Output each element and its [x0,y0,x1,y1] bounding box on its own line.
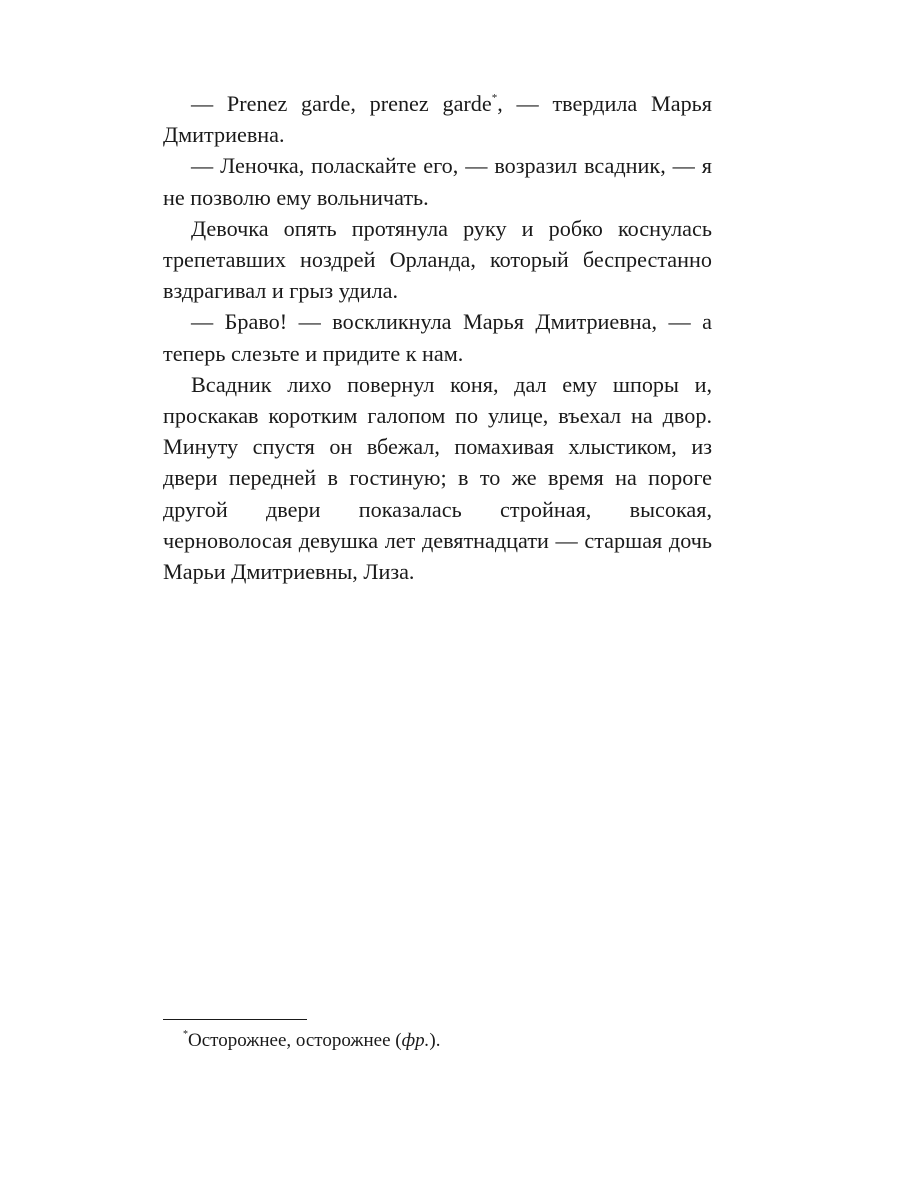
paragraph-2: — Леночка, поласкайте его, — возразил всадник, — я не позволю ему вольничать. [163,153,712,210]
paragraph-4: — Браво! — воскликнула Марья Дмитриевна, — а теперь слезьте и придите к нам. [163,309,712,366]
main-text [163,88,712,587]
footnote [183,1028,440,1054]
paragraph-1-text: — Prenez garde, prenez garde [191,91,492,116]
paragraph-1-text-end: , — твердила Марья Дмитриевна. [163,91,712,148]
footnote-close: ). [429,1030,441,1051]
footnote-mark: * [183,1028,188,1040]
footnote-language: фр. [401,1030,430,1051]
footnote-reference[interactable]: * [491,91,498,104]
paragraph-1 [163,88,712,150]
paragraph-5: Всадник лихо повернул коня, дал ему шпоры и, проскакав коротким галопом по улице, въехал на двор. Минуту спустя он вбежал, помахивая хлыстиком, из двери передней в гостиную; в то же время на пороге другой двери показалась стройная, высокая, черноволосая девушка лет девятнадцати — старшая дочь Марьи Дмитриевны, Лиза. [163,371,712,585]
paragraph-3: Девочка опять протянула руку и робко коснулась трепетавших ноздрей Орланда, который беспрестанно вздрагивал и грыз удила. [163,215,712,304]
footnote-text: Осторожнее, осторожнее ( [188,1030,402,1051]
footnote-divider [163,1019,307,1020]
